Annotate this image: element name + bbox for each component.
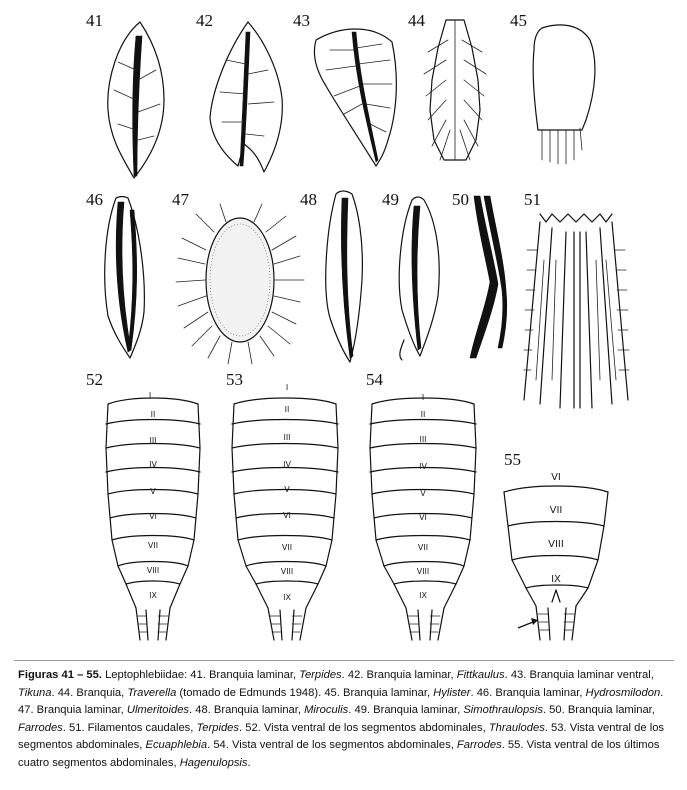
caption-entry-51: 51. Filamentos caudales, Terpides.: [69, 721, 246, 734]
caption-entry-description: Branquia laminar: [208, 669, 293, 681]
caption-entry-41: 41. Branquia laminar, Terpides.: [190, 669, 348, 681]
gill-illustration-45: [533, 25, 595, 164]
caption-heading: Figuras 41 – 55.: [18, 669, 102, 681]
svg-text:VII: VII: [417, 543, 429, 552]
caption-entry-50: 50. Branquia laminar, Farrodes.: [18, 704, 655, 734]
caption-entry-genus: Farrodes: [18, 721, 63, 734]
caption-entry-55: 55. Vista ventral de los últimos cuatro segmentos abdominales, Hagenulopsis.: [18, 739, 660, 769]
caption-entry-description: Branquia laminar: [342, 686, 427, 699]
gill-illustration-42: [210, 22, 282, 172]
caption-entry-genus: Hagenulopsis: [179, 756, 248, 769]
svg-text:II: II: [284, 405, 290, 414]
caption-entry-description: Branquia laminar: [213, 704, 298, 716]
caption-entry-description: Filamentos caudales: [87, 721, 191, 734]
caption-entry-genus: Tikuna: [18, 686, 52, 699]
figure-caption: Figuras 41 – 55. Leptophlebiidae: 41. Branquia laminar, Terpides. 42. Branquia laminar, Fittkaulus. 43. Branquia laminar ventral, Tikuna. 44. Branquia, Traverella (tomado de Edmunds 1948). 45. Branquia laminar, Hylister. 46. Branquia laminar, Hydrosmilodon. 47. Branquia laminar, Ulmeritoides. 48. Branquia laminar, Miroculis. 49. Branquia laminar, Simothraulopsis. 50. Branquia laminar, Farrodes. 51. Filamentos caudales, Terpides. 52. Vista ventral de los segmentos abdominales, Thraulodes. 53. Vista ventral de los segmentos abdominales, Ecuaphlebia. 54. Vista ventral de los segmentos abdominales, Farrodes. 55. Vista ventral de los últimos cuatro segmentos abdominales, Hagenulopsis.: [14, 660, 674, 782]
figure-number-41: 41: [86, 11, 103, 30]
svg-text:I: I: [285, 383, 289, 392]
caption-entry-description: Branquia laminar: [366, 669, 451, 681]
caption-entry-45: 45. Branquia laminar, Hylister.: [324, 686, 477, 699]
caption-entry-genus: Thraulodes: [488, 721, 545, 734]
caption-entry-description: Vista ventral de los segmentos abdominales: [18, 721, 665, 751]
caption-entry-47: 47. Branquia laminar, Ulmeritoides.: [18, 704, 196, 716]
svg-text:II: II: [150, 410, 156, 419]
caption-entry-number: 42: [347, 669, 361, 681]
gill-illustration-46: [105, 197, 145, 359]
caption-entry-note: (tomado de Edmunds 1948): [179, 686, 319, 699]
caption-entry-genus: Hydrosmilodon: [585, 686, 661, 699]
svg-text:VIII: VIII: [146, 566, 160, 575]
svg-text:V: V: [420, 489, 426, 498]
caption-entry-genus: Miroculis: [304, 704, 349, 716]
caption-entry-number: 48: [195, 704, 208, 716]
caption-family: Leptophlebiidae: [105, 669, 185, 681]
caption-entry-description: Branquia laminar ventral: [529, 669, 651, 681]
gill-illustration-43: [314, 29, 396, 166]
figure-number-46: 46: [86, 190, 103, 209]
figure-number-44: 44: [408, 11, 425, 30]
svg-text:VI: VI: [551, 472, 561, 483]
caption-entry-genus: Fittkaulus: [456, 669, 505, 681]
svg-text:VII: VII: [549, 505, 563, 516]
figure-number-52: 52: [86, 370, 103, 389]
figure-number-54: 54: [366, 370, 383, 389]
caption-entry-53: 53. Vista ventral de los segmentos abdominales, Ecuaphlebia.: [18, 721, 665, 751]
svg-text:VIII: VIII: [416, 567, 430, 576]
svg-text:VI: VI: [149, 512, 157, 521]
caption-entry-description: Branquia laminar: [36, 704, 121, 716]
caption-entry-number: 52: [245, 721, 258, 734]
caption-entry-number: 55: [507, 739, 521, 751]
figure-number-51: 51: [524, 190, 541, 209]
figure-number-45: 45: [510, 11, 527, 30]
gill-illustration-44: [424, 20, 486, 160]
segment-labels-55: [548, 472, 564, 585]
caption-entry-number: 44: [57, 686, 71, 699]
caption-entry-52: 52. Vista ventral de los segmentos abdominales, Thraulodes.: [245, 721, 552, 734]
svg-text:I: I: [421, 393, 425, 402]
caption-entry-number: 46: [476, 686, 490, 699]
caption-entry-description: Vista ventral de los segmentos abdominales: [263, 721, 483, 734]
svg-text:VIII: VIII: [548, 539, 564, 550]
figure-number-49: 49: [382, 190, 399, 209]
figure-number-47: 47: [172, 190, 189, 209]
gill-illustration-50: [470, 196, 507, 358]
caption-entry-genus: Simothraulopsis: [463, 704, 543, 716]
caption-entry-48: 48. Branquia laminar, Miroculis.: [195, 704, 355, 716]
caption-entry-description: Branquia laminar: [495, 686, 580, 699]
svg-text:VII: VII: [147, 541, 159, 550]
svg-text:III: III: [149, 436, 157, 445]
svg-text:III: III: [419, 435, 427, 444]
figure-number-53: 53: [226, 370, 243, 389]
svg-text:III: III: [283, 433, 291, 442]
caption-entry-46: 46. Branquia laminar, Hydrosmilodon.: [476, 686, 664, 699]
gill-illustration-47: [176, 204, 304, 364]
caption-entry-number: 54: [213, 739, 226, 751]
gill-illustration-48: [326, 191, 363, 362]
gill-illustration-41: [108, 22, 164, 178]
figure-number-42: 42: [196, 11, 213, 30]
caption-entry-genus: Hylister: [433, 686, 471, 699]
svg-text:IV: IV: [419, 462, 427, 471]
figure-number-43: 43: [293, 11, 310, 30]
segment-labels-53: [281, 383, 294, 602]
caption-entry-44: 44. Branquia, Traverella (tomado de Edmunds 1948).: [57, 686, 325, 699]
segment-labels-54: [417, 393, 430, 600]
svg-text:VI: VI: [283, 511, 291, 520]
caption-entry-description: Vista ventral de los segmentos abdominales: [231, 739, 451, 751]
svg-text:V: V: [284, 485, 290, 494]
caption-entry-number: 47: [18, 704, 31, 716]
caption-entry-number: 49: [354, 704, 367, 716]
svg-text:IX: IX: [419, 591, 427, 600]
svg-text:IX: IX: [283, 593, 291, 602]
caption-entry-42: 42. Branquia laminar, Fittkaulus.: [347, 669, 511, 681]
caption-entry-number: 51: [69, 721, 82, 734]
svg-text:II: II: [420, 410, 426, 419]
gill-illustration-49: [399, 197, 439, 360]
caption-entry-genus: Traverella: [127, 686, 177, 699]
caption-entry-number: 53: [551, 721, 564, 734]
caption-entry-description: Branquia: [76, 686, 122, 699]
figure-number-50: 50: [452, 190, 469, 209]
caption-entry-49: 49. Branquia laminar, Simothraulopsis.: [354, 704, 550, 716]
caption-entry-number: 50: [549, 704, 562, 716]
svg-text:V: V: [150, 487, 156, 496]
caption-entry-43: 43. Branquia laminar ventral, Tikuna.: [18, 669, 654, 699]
caption-entry-54: 54. Vista ventral de los segmentos abdominales, Farrodes.: [213, 739, 508, 751]
caption-entry-description: Vista ventral de los últimos cuatro segmentos abdominales: [18, 739, 660, 769]
caption-items: [18, 669, 664, 769]
svg-text:VI: VI: [419, 513, 427, 522]
svg-text:IV: IV: [283, 460, 291, 469]
caption-entry-genus: Farrodes: [456, 739, 502, 751]
svg-text:VII: VII: [281, 543, 293, 552]
figure-number-48: 48: [300, 190, 317, 209]
svg-text:VIII: VIII: [280, 567, 294, 576]
caption-entry-description: Branquia laminar: [373, 704, 458, 716]
svg-text:IX: IX: [551, 574, 561, 585]
caption-entry-description: Branquia laminar: [567, 704, 652, 716]
figure-number-55: 55: [504, 450, 521, 469]
segment-labels-52: [147, 391, 160, 600]
svg-text:IV: IV: [149, 460, 157, 469]
caption-entry-genus: Ecuaphlebia: [145, 739, 208, 751]
caption-entry-number: 45: [324, 686, 337, 699]
caption-entry-genus: Ulmeritoides: [126, 704, 190, 716]
caption-entry-genus: Terpides: [196, 721, 239, 734]
caption-entry-number: 43: [510, 669, 524, 681]
svg-text:IX: IX: [149, 591, 157, 600]
caudal-filaments-illustration-51: [524, 214, 629, 408]
caption-entry-number: 41: [190, 669, 203, 681]
caption-entry-genus: Terpides: [299, 669, 342, 681]
pointer-arrow-55: [518, 618, 538, 628]
svg-text:I: I: [148, 391, 152, 400]
